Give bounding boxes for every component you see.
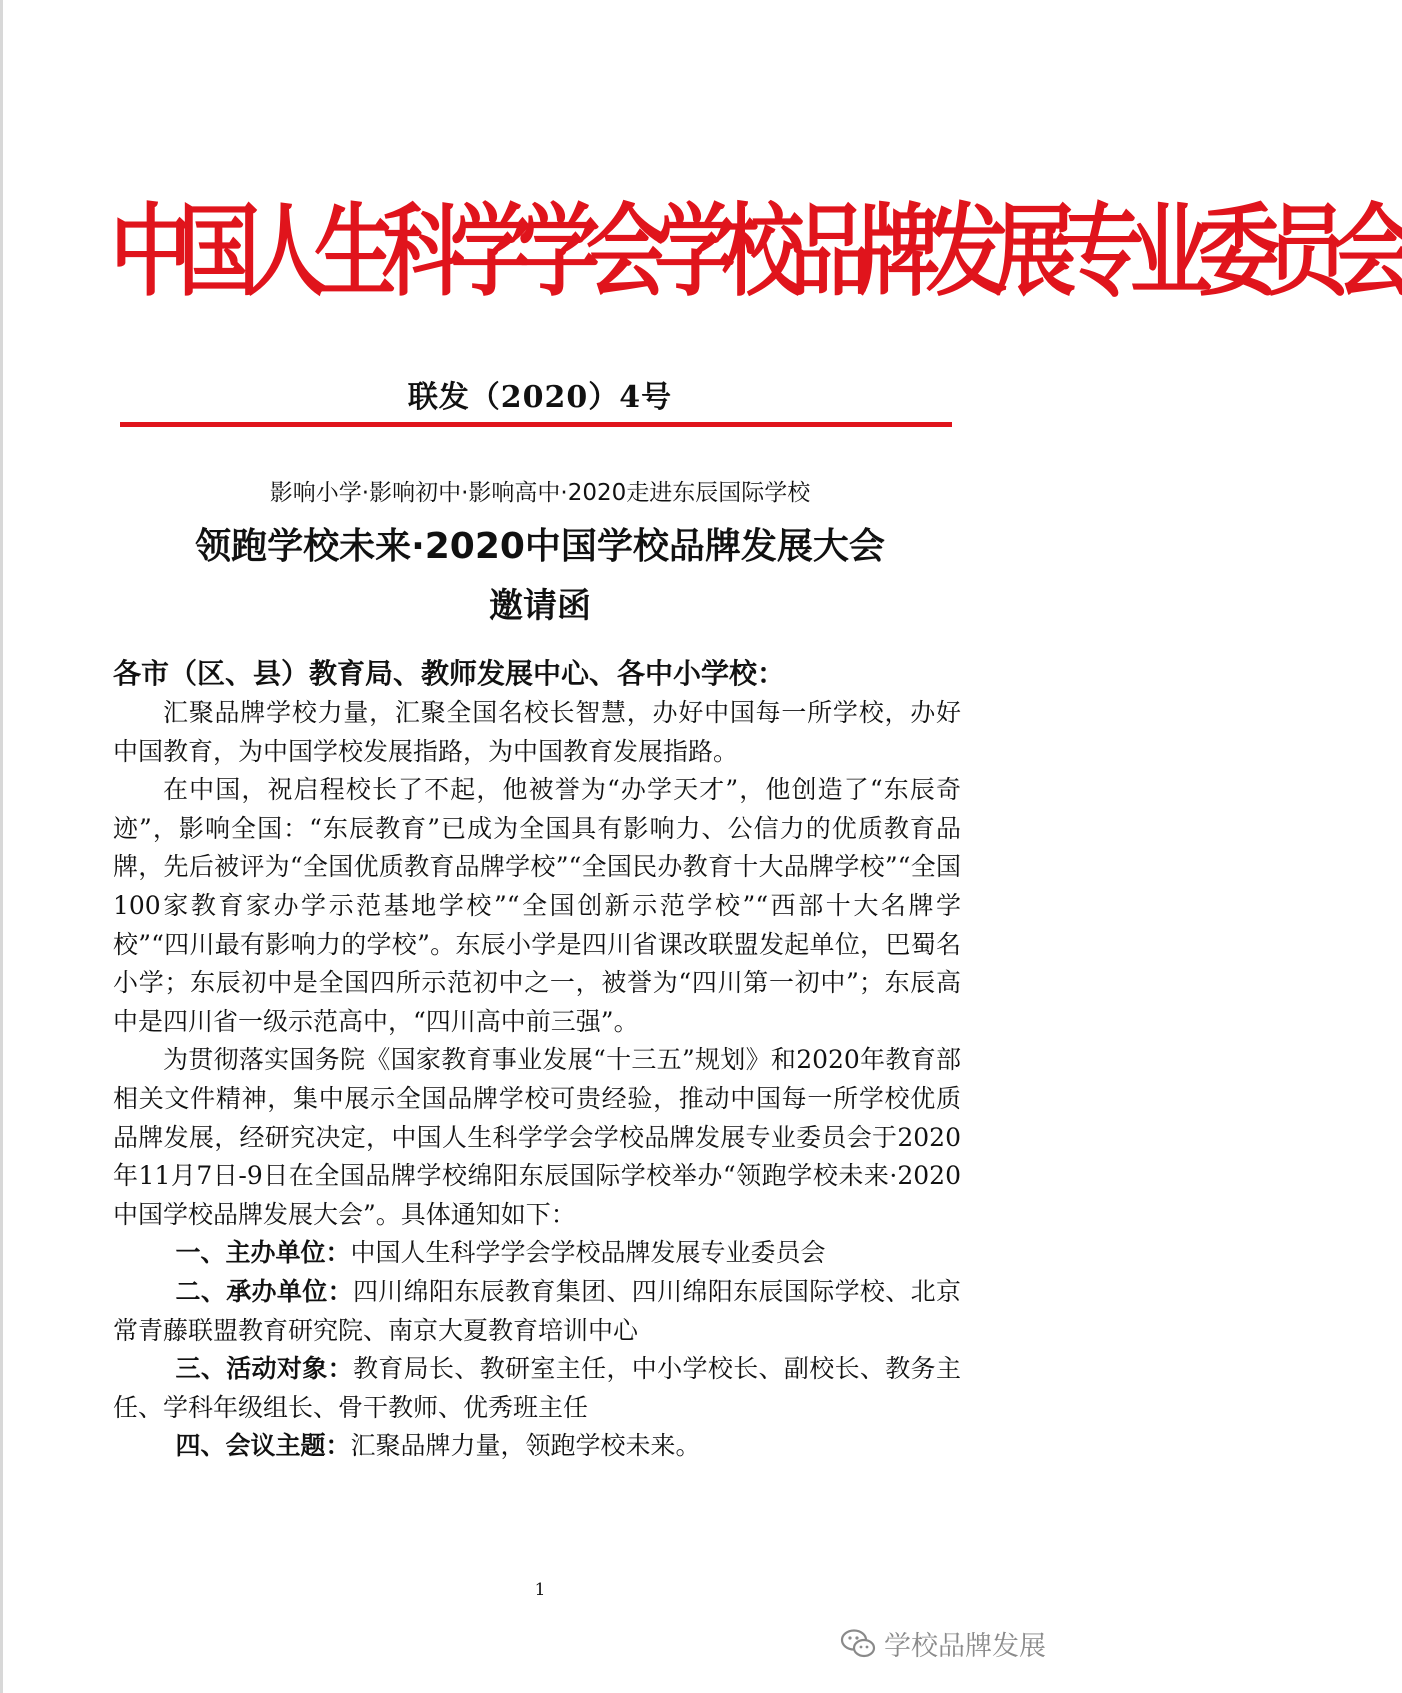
red-divider [120,422,952,427]
item-audience [113,1350,961,1427]
page-edge-line [0,0,3,1693]
wechat-icon [840,1628,876,1660]
body-text [113,694,961,1466]
salutation: 各市（区、县）教育局、教师发展中心、各中小学校： [113,657,786,690]
document-type: 邀请函 [489,586,591,626]
paragraph: 为贯彻落实国务院《国家教育事业发展“十三五”规划》和2020年教育部相关文件精神，集中展示全国品牌学校可贵经验，推动中国每一所学校优质品牌发展，经研究决定，中国人生科学学会学校品牌发展专业委员会于2020年11月7日-9日在全国品牌学校绵阳东辰国际学校举办“领跑学校未来·2020中国学校品牌发展大会”。具体通知如下： [113,1045,961,1229]
page-number: 1 [534,1580,546,1600]
watermark-text: 学校品牌发展 [884,1631,1046,1662]
item-theme [113,1427,961,1466]
subtitle: 影响小学·影响初中·影响高中·2020走进东辰国际学校 [269,480,811,506]
paragraph: 在中国，祝启程校长了不起，他被誉为“办学天才”，他创造了“东辰奇迹”，影响全国：“东辰教育”已成为全国具有影响力、公信力的优质教育品牌，先后被评为“全国优质教育品牌学校”“全国民办教育十大品牌学校”“全国100家教育家办学示范基地学校”“全国创新示范学校”“西部十大名牌学校”“四川最有影响力的学校”。东辰小学是四川省课改联盟发起单位，巴蜀名小学；东辰初中是全国四所示范初中之一，被誉为“四川第一初中”；东辰高中是四川省一级示范高中，“四川高中前三强”。 [113,775,961,1036]
item-text: 四川绵阳东辰教育集团、四川绵阳东辰国际学校、北京常青藤联盟教育研究院、南京大夏教育培训中心 [113,1276,961,1345]
watermark [840,1624,1046,1663]
item-label: 四、会议主题： [175,1431,351,1461]
masthead-organization: 中国人生科学学会学校品牌发展专业委员会 [110,194,1402,311]
item-organizer [113,1234,961,1273]
item-text: 教育局长、教研室主任，中小学校长、副校长、教务主任、学科年级组长、骨干教师、优秀班主任 [113,1354,961,1422]
item-text: 中国人生科学学会学校品牌发展专业委员会 [350,1238,826,1268]
item-text: 汇聚品牌力量，领跑学校未来。 [350,1431,701,1461]
item-host [113,1273,961,1350]
document-title: 领跑学校未来·2020中国学校品牌发展大会 [195,526,885,567]
item-label: 三、活动对象： [175,1354,353,1384]
paragraph: 汇聚品牌学校力量，汇聚全国名校长智慧，办好中国每一所学校，办好中国教育，为中国学校发展指路，为中国教育发展指路。 [113,698,961,766]
item-label: 一、主办单位： [175,1238,351,1268]
document-number: 联发（2020）4号 [407,380,673,415]
item-label: 二、承办单位： [175,1276,353,1306]
